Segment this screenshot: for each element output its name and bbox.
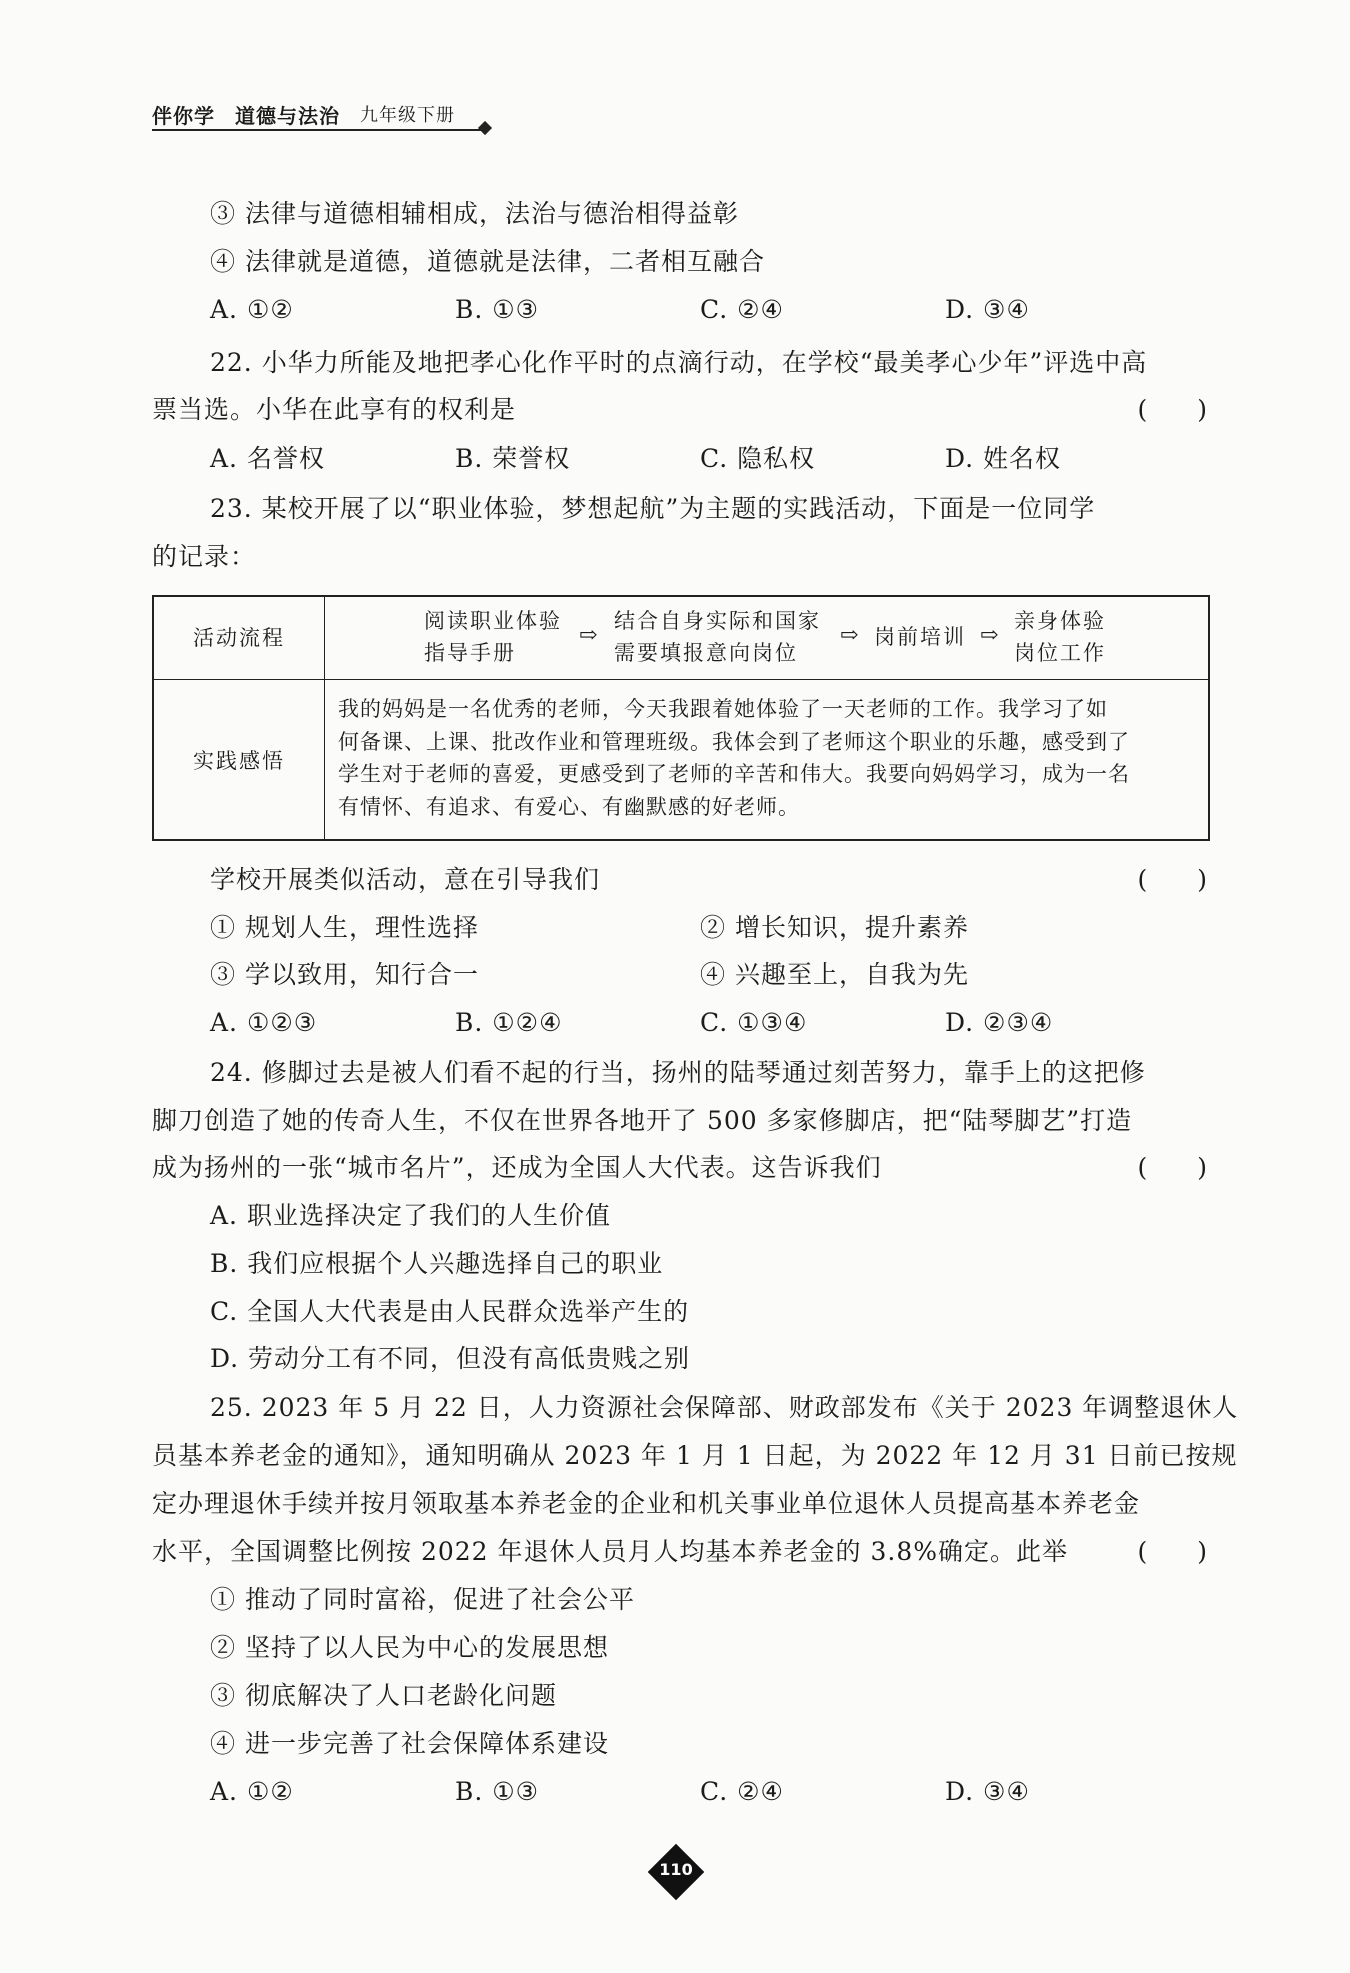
reflection-text xyxy=(338,693,1200,823)
q22-option-a: A. 名誉权 xyxy=(210,444,325,473)
q25-item-1: ① 推动了同时富裕，促进了社会公平 xyxy=(210,1585,635,1614)
q21-option-b: B. ①③ xyxy=(455,295,540,324)
book-title: 伴你学 xyxy=(152,103,215,128)
reflection-line: 何备课、上课、批改作业和管理班级。我体会到了老师这个职业的乐趣，感受到了 xyxy=(338,729,1130,754)
q22-option-d: D. 姓名权 xyxy=(945,444,1062,473)
q25-option-c: C. ②④ xyxy=(700,1777,784,1806)
header-rule xyxy=(152,129,487,131)
flow-step-4 xyxy=(1014,605,1106,669)
q22-stem-line1: 22. 小华力所能及地把孝心化作平时的点滴行动，在学校“最美孝心少年”评选中高 xyxy=(210,348,1148,377)
q21-option-c: C. ②④ xyxy=(700,295,784,324)
q22-stem-line2: 票当选。小华在此享有的权利是 xyxy=(152,395,517,424)
q22-answer-paren: ( ) xyxy=(1137,395,1207,424)
q23-option-b: B. ①②④ xyxy=(455,1008,563,1037)
header-diamond-icon xyxy=(478,121,492,135)
flow-step-1-line1: 阅读职业体验 xyxy=(424,609,562,633)
q21-item-4: ④ 法律就是道德，道德就是法律，二者相互融合 xyxy=(210,247,765,276)
q23-question: 学校开展类似活动，意在引导我们 xyxy=(210,865,601,894)
reflection-line: 有情怀、有追求、有爱心、有幽默感的好老师。 xyxy=(338,794,800,819)
table-head-reflection: 实践感悟 xyxy=(193,749,285,773)
reflection-line: 我的妈妈是一名优秀的老师，今天我跟着她体验了一天老师的工作。我学习了如 xyxy=(338,697,1108,721)
subject-title: 道德与法治 xyxy=(235,103,340,128)
q24-stem-line1: 24. 修脚过去是被人们看不起的行当，扬州的陆琴通过刻苦努力，靠手上的这把修 xyxy=(210,1058,1146,1087)
running-header xyxy=(152,96,455,132)
table-column-divider xyxy=(324,597,325,839)
flow-step-1 xyxy=(424,605,562,669)
q25-stem-line3: 定办理退休手续并按月领取基本养老金的企业和机关事业单位退休人员提高基本养老金 xyxy=(152,1489,1141,1518)
flow-arrow-icon: ⇨ xyxy=(980,623,999,648)
activity-record-table xyxy=(152,595,1210,841)
flow-step-4-line2: 岗位工作 xyxy=(1014,641,1106,665)
q21-option-a: A. ①② xyxy=(210,295,294,324)
q25-stem-line1: 25. 2023 年 5 月 22 日，人力资源社会保障部、财政部发布《关于 2023 年调整退休人 xyxy=(210,1393,1239,1422)
page-number: 110 xyxy=(659,1860,693,1879)
q23-option-c: C. ①③④ xyxy=(700,1008,808,1037)
q25-option-b: B. ①③ xyxy=(455,1777,540,1806)
q25-option-a: A. ①② xyxy=(210,1777,294,1806)
flow-step-2-line1: 结合自身实际和国家 xyxy=(614,609,821,633)
q25-option-d: D. ③④ xyxy=(945,1777,1030,1806)
q25-item-4: ④ 进一步完善了社会保障体系建设 xyxy=(210,1729,609,1758)
q22-option-c: C. 隐私权 xyxy=(700,444,816,473)
q23-option-d: D. ②③④ xyxy=(945,1008,1054,1037)
q24-answer-paren: ( ) xyxy=(1137,1153,1207,1182)
q23-answer-paren: ( ) xyxy=(1137,865,1207,894)
flow-arrow-icon: ⇨ xyxy=(840,623,859,648)
flow-arrow-icon: ⇨ xyxy=(579,623,598,648)
flow-step-2 xyxy=(614,605,821,669)
q25-item-3: ③ 彻底解决了人口老龄化问题 xyxy=(210,1681,557,1710)
reflection-line: 学生对于老师的喜爱，更感受到了老师的辛苦和伟大。我要向妈妈学习，成为一名 xyxy=(338,762,1130,786)
table-row-divider xyxy=(154,679,1208,680)
q23-item-2: ② 增长知识，提升素养 xyxy=(700,913,969,942)
q24-option-a: A. 职业选择决定了我们的人生价值 xyxy=(210,1201,611,1230)
q25-stem-line2: 员基本养老金的通知》，通知明确从 2023 年 1 月 1 日起，为 2022 年 12 月 31 日前已按规 xyxy=(152,1441,1238,1470)
q23-option-a: A. ①②③ xyxy=(210,1008,318,1037)
q23-item-3: ③ 学以致用，知行合一 xyxy=(210,960,479,989)
q24-stem-line2: 脚刀创造了她的传奇人生，不仅在世界各地开了 500 多家修脚店，把“陆琴脚艺”打造 xyxy=(152,1106,1133,1135)
flow-step-2-line2: 需要填报意向岗位 xyxy=(614,641,798,665)
q21-option-d: D. ③④ xyxy=(945,295,1030,324)
q23-stem-line2: 的记录： xyxy=(152,542,257,571)
flow-step-1-line2: 指导手册 xyxy=(424,641,516,665)
q23-stem-line1: 23. 某校开展了以“职业体验，梦想起航”为主题的实践活动，下面是一位同学 xyxy=(210,494,1096,523)
grade-label: 九年级下册 xyxy=(360,105,455,126)
q24-stem-line3: 成为扬州的一张“城市名片”，还成为全国人大代表。这告诉我们 xyxy=(152,1153,882,1182)
table-head-process: 活动流程 xyxy=(193,626,285,650)
flow-step-3-line1: 岗前培训 xyxy=(874,625,966,649)
flow-step-3 xyxy=(874,621,966,653)
q23-item-4: ④ 兴趣至上，自我为先 xyxy=(700,960,969,989)
flow-step-4-line1: 亲身体验 xyxy=(1014,609,1106,633)
q25-item-2: ② 坚持了以人民为中心的发展思想 xyxy=(210,1633,609,1662)
q21-item-3: ③ 法律与道德相辅相成，法治与德治相得益彰 xyxy=(210,199,739,228)
q24-option-d: D. 劳动分工有不同，但没有高低贵贱之别 xyxy=(210,1344,691,1373)
q23-item-1: ① 规划人生，理性选择 xyxy=(210,913,479,942)
q24-option-c: C. 全国人大代表是由人民群众选举产生的 xyxy=(210,1297,690,1326)
q25-answer-paren: ( ) xyxy=(1137,1537,1207,1566)
q25-stem-line4: 水平，全国调整比例按 2022 年退休人员月人均基本养老金的 3.8%确定。此举 xyxy=(152,1537,1068,1566)
q22-option-b: B. 荣誉权 xyxy=(455,444,571,473)
q24-option-b: B. 我们应根据个人兴趣选择自己的职业 xyxy=(210,1249,664,1278)
